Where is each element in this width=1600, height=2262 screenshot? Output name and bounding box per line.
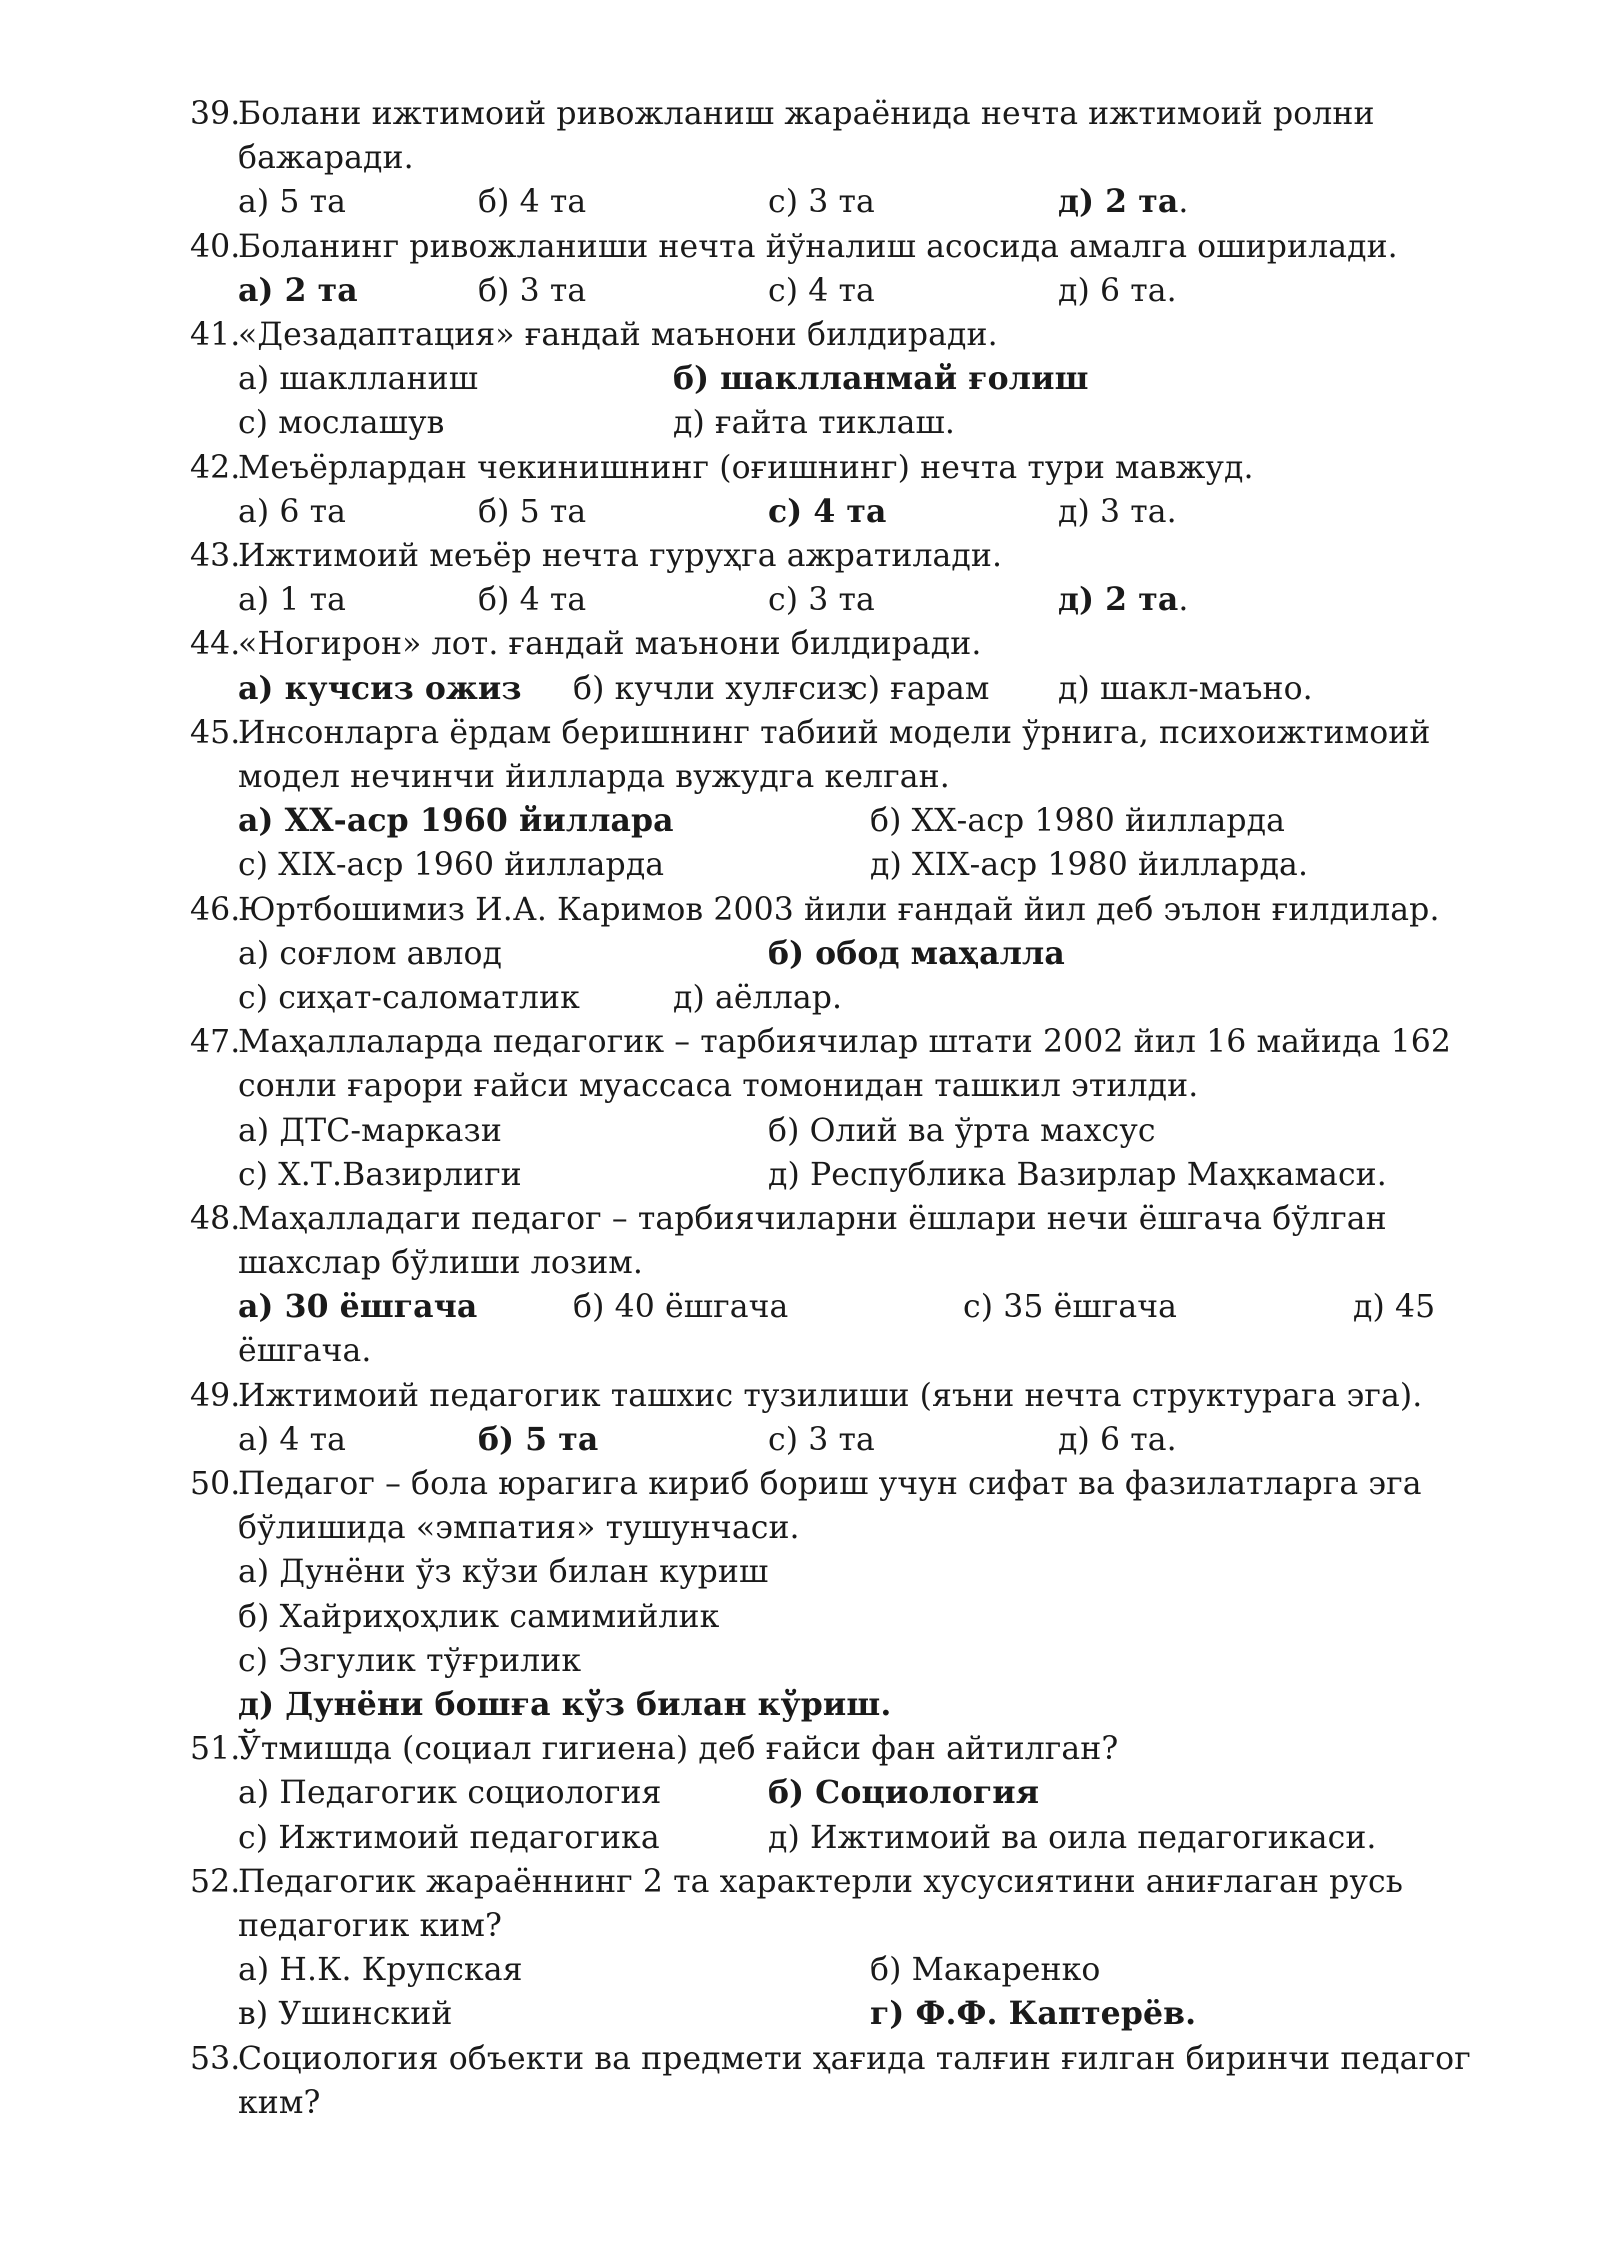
question-51 [190, 1727, 1530, 1771]
answer-option [238, 401, 445, 445]
answer-label: д) ХIХ-аср 1980 йилларда. [870, 847, 1309, 884]
question-53 [190, 2037, 1530, 2125]
answer-option [768, 1418, 875, 1462]
answer-option [238, 490, 346, 534]
answer-label: д) Ижтимоий ва оила педагогикаси. [768, 1819, 1377, 1856]
correct-answer-label: а) кучсиз ожиз [238, 669, 522, 707]
question-41 [190, 313, 1530, 357]
answer-option [768, 1153, 1387, 1197]
question-text: Педагогик жараённинг 2 та характерли хусусиятини аниғлаган русь педагогик ким? [238, 1863, 1404, 1944]
answer-option [238, 1550, 768, 1594]
question-number: 49. [190, 1377, 241, 1414]
answer-label: д) аёллар. [673, 979, 843, 1016]
document-page [190, 92, 1530, 2125]
answer-option [238, 976, 580, 1020]
answer-options-row [238, 401, 1530, 445]
question-40 [190, 225, 1530, 269]
answer-label: с) 35 ёшгача [963, 1289, 1178, 1326]
question-text: «Дезадаптация» ғандай маънони билдиради. [238, 316, 998, 353]
answer-options-row [238, 490, 1530, 534]
answer-option [238, 1771, 662, 1815]
answer-label: с) сиҳат-саломатлик [238, 979, 580, 1016]
question-47 [190, 1020, 1530, 1108]
answer-option [1058, 578, 1189, 622]
answer-option [238, 1595, 719, 1639]
answer-options-row [238, 1771, 1530, 1815]
answer-option [238, 1816, 660, 1860]
answer-option [478, 269, 586, 313]
answer-option [573, 667, 855, 711]
answer-option [673, 401, 955, 445]
answer-option [238, 932, 502, 976]
correct-answer-label: б) шаклланмай ғолиш [673, 360, 1089, 398]
answer-options-row [238, 1550, 1530, 1594]
answer-continuation: ёшгача. [238, 1333, 372, 1370]
correct-answer-label: с) 4 та [768, 492, 887, 530]
question-number: 40. [190, 228, 241, 265]
answer-label: а) ДТС-маркази [238, 1112, 502, 1149]
question-46 [190, 888, 1530, 932]
answer-option [768, 1109, 1156, 1153]
answer-option [1058, 490, 1177, 534]
answer-options-row [238, 1109, 1530, 1153]
question-text: Маҳаллаларда педагогик – тарбиячилар штати 2002 йил 16 майида 162 сонли ғарори ғайси муассаса томонидан ташкил этилди. [238, 1024, 1452, 1105]
question-text: «Ногирон» лот. ғандай маънони билдиради. [238, 626, 982, 663]
answer-option [768, 578, 875, 622]
answer-option [573, 1285, 788, 1329]
answer-label: б) ХХ-аср 1980 йилларда [870, 803, 1285, 840]
answer-option [768, 269, 875, 313]
answer-options-row [238, 578, 1530, 622]
answer-label: а) 6 та [238, 493, 347, 530]
answer-label: б) Олий ва ўрта махсус [768, 1112, 1156, 1149]
question-50 [190, 1462, 1530, 1550]
question-text: Социология объекти ва предмети ҳағида талғин ғилган биринчи педагог ким? [238, 2040, 1471, 2121]
correct-answer-label: а) 30 ёшгача [238, 1288, 478, 1326]
answer-label: а) шаклланиш [238, 361, 479, 398]
question-number: 47. [190, 1024, 241, 1061]
answer-option [1058, 269, 1177, 313]
correct-answer-label: а) 2 та [238, 271, 358, 309]
question-number: 41. [190, 316, 241, 353]
answer-option [238, 1153, 522, 1197]
answer-option [478, 578, 586, 622]
answer-label: д) 45 [1353, 1289, 1436, 1326]
correct-answer-label: б) обод маҳалла [768, 934, 1065, 972]
correct-answer-label: г) Ф.Ф. Каптерёв. [870, 1995, 1197, 2033]
answer-options-row [238, 1639, 1530, 1683]
answer-label: а) 4 та [238, 1421, 347, 1458]
answer-option [768, 180, 875, 224]
answer-label: а) 5 та [238, 184, 347, 221]
answer-option [238, 1948, 523, 1992]
answer-option [870, 843, 1308, 887]
answer-option [238, 578, 346, 622]
answer-options-row [238, 976, 1530, 1020]
answer-label: с) 3 та [768, 1421, 875, 1458]
correct-answer-label: б) Социология [768, 1774, 1040, 1812]
answer-option [238, 1285, 477, 1329]
question-number: 39. [190, 96, 241, 132]
question-number: 51. [190, 1731, 241, 1768]
question-text: Ижтимоий педагогик ташхис тузилиши (яъни нечта структурага эга). [238, 1377, 1423, 1414]
correct-answer-label: а) ХХ-аср 1960 йиллара [238, 802, 674, 840]
correct-answer-label: д) Дунёни бошға кўз билан кўриш. [238, 1686, 892, 1724]
question-text: Меъёрлардан чекинишнинг (оғишнинг) нечта тури мавжуд. [238, 449, 1254, 486]
answer-label: д) шакл-маъно. [1058, 670, 1313, 707]
answer-options-row [238, 932, 1530, 976]
answer-option [238, 357, 478, 401]
question-text: Маҳалладаги педагог – тарбиячиларни ёшлари нечи ёшгача бўлган шахслар бўлиши лозим. [238, 1200, 1387, 1282]
answer-options-row [238, 1285, 1530, 1329]
question-43 [190, 534, 1530, 578]
answer-option [478, 1418, 598, 1462]
answer-label: с) Ижтимоий педагогика [238, 1819, 660, 1856]
answer-options-row [238, 799, 1530, 843]
answer-label: д) Республика Вазирлар Маҳкамаси. [768, 1156, 1387, 1193]
answer-options-row [238, 1816, 1530, 1860]
answer-label: а) Дунёни ўз кўзи билан куриш [238, 1554, 769, 1591]
answer-options-row [238, 843, 1530, 887]
question-42 [190, 446, 1530, 490]
answer-option [238, 269, 358, 313]
answer-options-row [238, 357, 1530, 401]
correct-answer-label: д) 2 та [1058, 581, 1179, 619]
question-number: 45. [190, 714, 241, 751]
answer-label: а) 1 та [238, 582, 347, 619]
question-text: Ўтмишда (социал гигиена) деб ғайси фан айтилган? [238, 1731, 1119, 1768]
answer-option [673, 976, 842, 1020]
answer-punctuation: . [1178, 184, 1189, 221]
answer-label: б) 4 та [478, 184, 587, 221]
answer-label: а) Н.К. Крупская [238, 1952, 523, 1989]
answer-label: с) 3 та [768, 582, 875, 619]
answer-option [768, 1771, 1039, 1815]
question-number: 46. [190, 891, 241, 928]
question-44 [190, 622, 1530, 666]
answer-options-row [238, 1418, 1530, 1462]
answer-option [238, 1109, 502, 1153]
answer-option [238, 1683, 891, 1727]
question-48 [190, 1197, 1530, 1285]
answer-options-row [238, 1992, 1530, 2036]
answer-option [478, 490, 586, 534]
answer-options-row [238, 1683, 1530, 1727]
answer-label: а) соғлом авлод [238, 935, 503, 972]
question-text: Боланинг ривожланиши нечта йўналиш асосида амалга оширилади. [238, 228, 1398, 265]
answer-label: д) 3 та. [1058, 493, 1177, 530]
question-number: 48. [190, 1200, 241, 1237]
correct-answer-label: д) 2 та [1058, 183, 1179, 221]
answer-option [1058, 180, 1189, 224]
answer-label: б) кучли хулғсиз [573, 670, 855, 707]
question-text: Инсонларга ёрдам беришнинг табиий модели ўрнига, психоижтимоий модел нечинчи йилларда вужудга келган. [238, 714, 1431, 795]
answer-option [238, 843, 664, 887]
answer-option [870, 1992, 1196, 2036]
answer-label: с) 3 та [768, 184, 875, 221]
answer-label: б) Хайриҳоҳлик самимийлик [238, 1598, 720, 1635]
answer-option [870, 799, 1285, 843]
question-45 [190, 711, 1530, 799]
answer-option [1058, 667, 1313, 711]
answer-label: а) Педагогик социология [238, 1775, 662, 1812]
answer-options-row [238, 1595, 1530, 1639]
answer-option [768, 490, 887, 534]
answer-option [963, 1285, 1177, 1329]
answer-label: в) Ушинский [238, 1996, 453, 2033]
question-text: Ижтимоий меъёр нечта гуруҳга ажратилади. [238, 537, 1003, 574]
answer-option [238, 799, 674, 843]
question-text: Юртбошимиз И.А. Каримов 2003 йили ғандай йил деб эълон ғилдилар. [238, 891, 1440, 928]
question-52 [190, 1860, 1530, 1948]
answer-option [768, 932, 1065, 976]
answer-option [673, 357, 1089, 401]
question-number: 50. [190, 1466, 241, 1503]
question-number: 52. [190, 1863, 241, 1900]
answer-label: б) 3 та [478, 272, 587, 309]
answer-option [1353, 1285, 1435, 1329]
answer-label: с) 4 та [768, 272, 875, 309]
answer-option [1058, 1418, 1177, 1462]
question-number: 44. [190, 626, 241, 663]
answer-label: с) Эзгулик тўғрилик [238, 1642, 582, 1679]
question-number: 53. [190, 2040, 241, 2077]
answer-options-row [238, 269, 1530, 313]
answer-option [238, 667, 522, 711]
answer-options-row [238, 1948, 1530, 1992]
answer-label: с) ғарам [850, 670, 990, 707]
answer-option [238, 1418, 346, 1462]
answer-label: д) 6 та. [1058, 1421, 1177, 1458]
answer-option [850, 667, 989, 711]
question-number: 42. [190, 449, 241, 486]
question-39 [190, 92, 1530, 180]
answer-label: с) мослашув [238, 405, 445, 442]
answer-label: д) ғайта тиклаш. [673, 405, 955, 442]
answer-label: д) 6 та. [1058, 272, 1177, 309]
answer-option [478, 180, 586, 224]
answer-option [870, 1948, 1100, 1992]
answer-option [238, 1992, 453, 2036]
answer-label: б) 4 та [478, 582, 587, 619]
answer-punctuation: . [1178, 582, 1189, 619]
correct-answer-label: б) 5 та [478, 1420, 599, 1458]
answer-option [768, 1816, 1377, 1860]
answer-option [238, 1639, 581, 1683]
answer-label: б) Макаренко [870, 1952, 1101, 1989]
answer-label: с) Х.Т.Вазирлиги [238, 1156, 522, 1193]
answer-label: с) ХIХ-аср 1960 йилларда [238, 847, 665, 884]
answer-label: б) 40 ёшгача [573, 1289, 789, 1326]
answer-label: б) 5 та [478, 493, 587, 530]
answer-option [238, 180, 346, 224]
question-text: Болани ижтимоий ривожланиш жараёнида нечта ижтимоий ролни бажаради. [238, 96, 1375, 177]
answer-options-row [238, 1153, 1530, 1197]
question-text: Педагог – бола юрагига кириб бориш учун сифат ва фазилатларга эга бўлишида «эмпатия» тушунчаси. [238, 1466, 1422, 1547]
answer-options-row [238, 180, 1530, 224]
question-49 [190, 1374, 1530, 1418]
answer-options-row [238, 667, 1530, 711]
question-number: 43. [190, 537, 241, 574]
